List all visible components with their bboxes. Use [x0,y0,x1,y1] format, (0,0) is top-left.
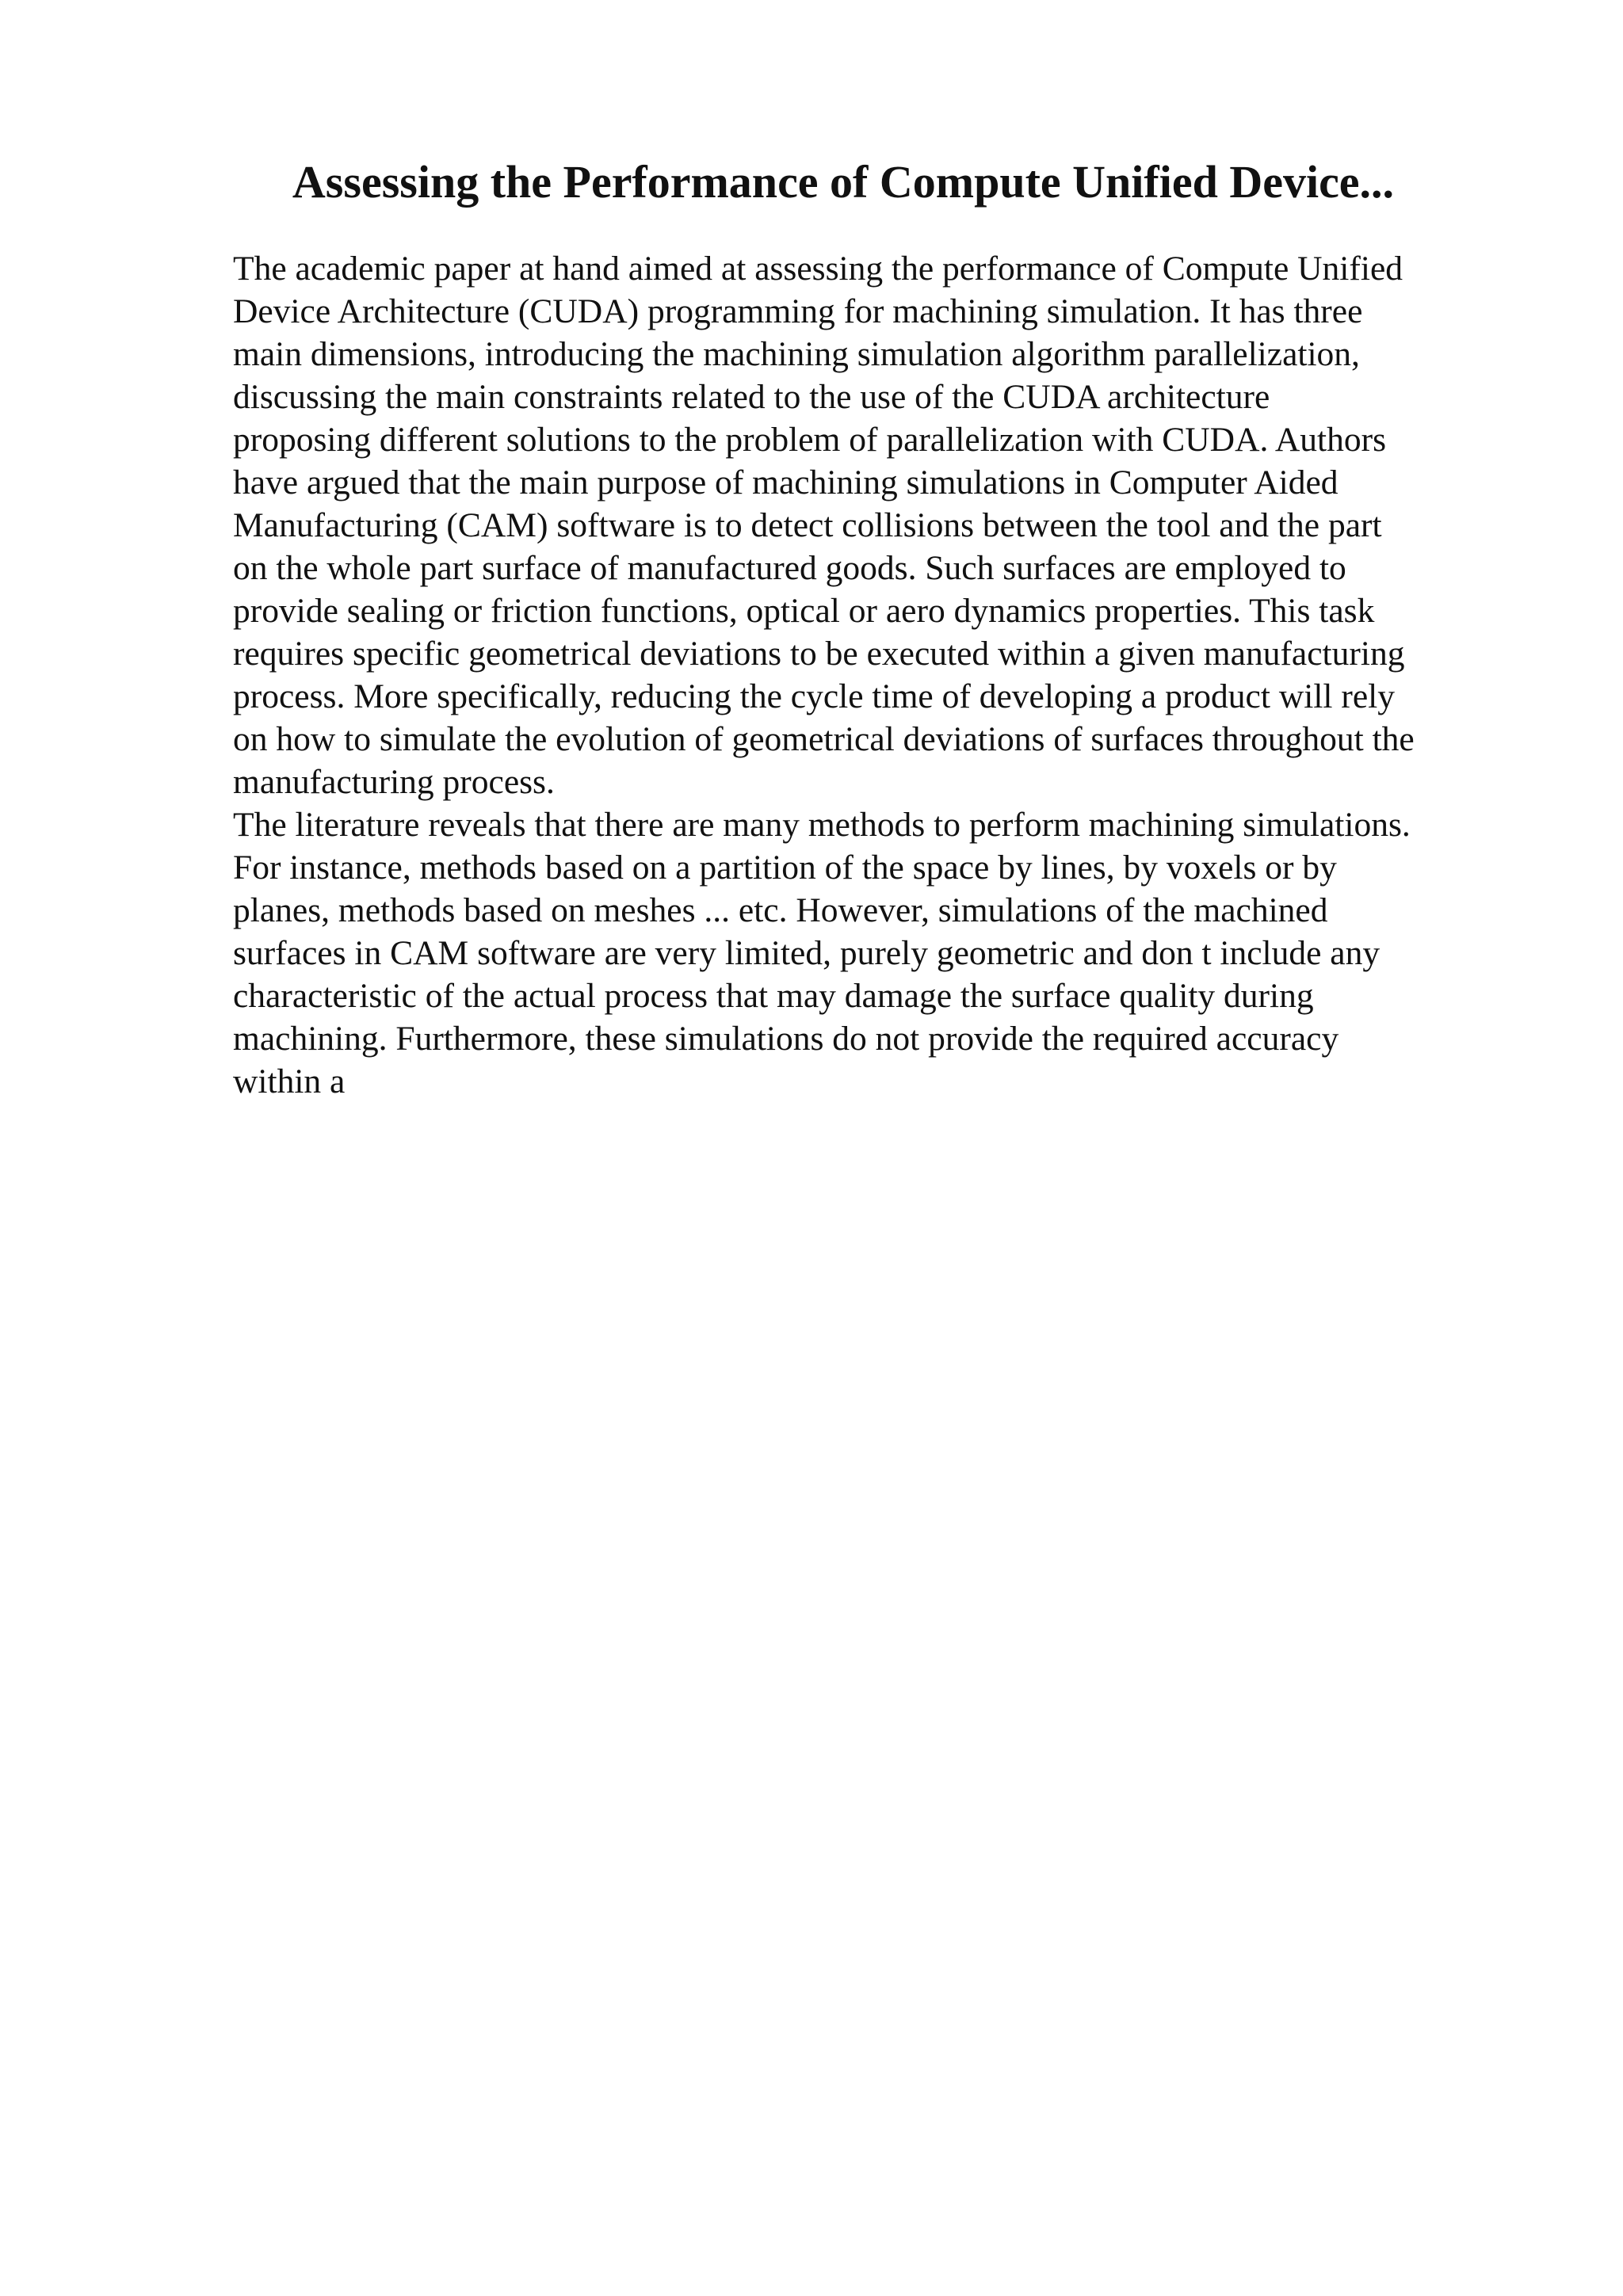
text-line: main dimensions, introducing the machining simulation algorithm parallelization, [233,335,1360,373]
text-line: on how to simulate the evolution of geometrical deviations of surfaces throughout the [233,720,1415,758]
text-line: proposing different solutions to the problem of parallelization with CUDA. Authors [233,421,1387,459]
text-line: For instance, methods based on a partition of the space by lines, by voxels or by [233,849,1337,887]
document-title: Assessing the Performance of Compute Unified Device... [292,156,1395,208]
text-line: machining. Furthermore, these simulations do not provide the required accuracy [233,1020,1339,1058]
text-line: requires specific geometrical deviations to be executed within a given manufacturing [233,635,1405,673]
text-line: manufacturing process. [233,763,555,801]
text-line: within a [233,1062,346,1100]
text-line: The literature reveals that there are many methods to perform machining simulations. [233,806,1411,844]
text-line: provide sealing or friction functions, optical or aero dynamics properties. This task [233,592,1375,630]
text-line: on the whole part surface of manufactured goods. Such surfaces are employed to [233,549,1346,587]
document-body [233,247,1517,1103]
text-line: have argued that the main purpose of machining simulations in Computer Aided [233,463,1338,502]
text-line: discussing the main constraints related to the use of the CUDA architecture [233,378,1270,416]
text-line: planes, methods based on meshes ... etc. However, simulations of the machined [233,891,1328,929]
text-line: characteristic of the actual process that may damage the surface quality during [233,977,1314,1015]
text-line: surfaces in CAM software are very limited, purely geometric and don t include any [233,934,1381,972]
text-line: The academic paper at hand aimed at assessing the performance of Compute Unified [233,250,1403,288]
text-line: Device Architecture (CUDA) programming for machining simulation. It has three [233,292,1363,330]
text-line: Manufacturing (CAM) software is to detect collisions between the tool and the part [233,506,1382,544]
text-line: process. More specifically, reducing the cycle time of developing a product will rely [233,677,1396,715]
